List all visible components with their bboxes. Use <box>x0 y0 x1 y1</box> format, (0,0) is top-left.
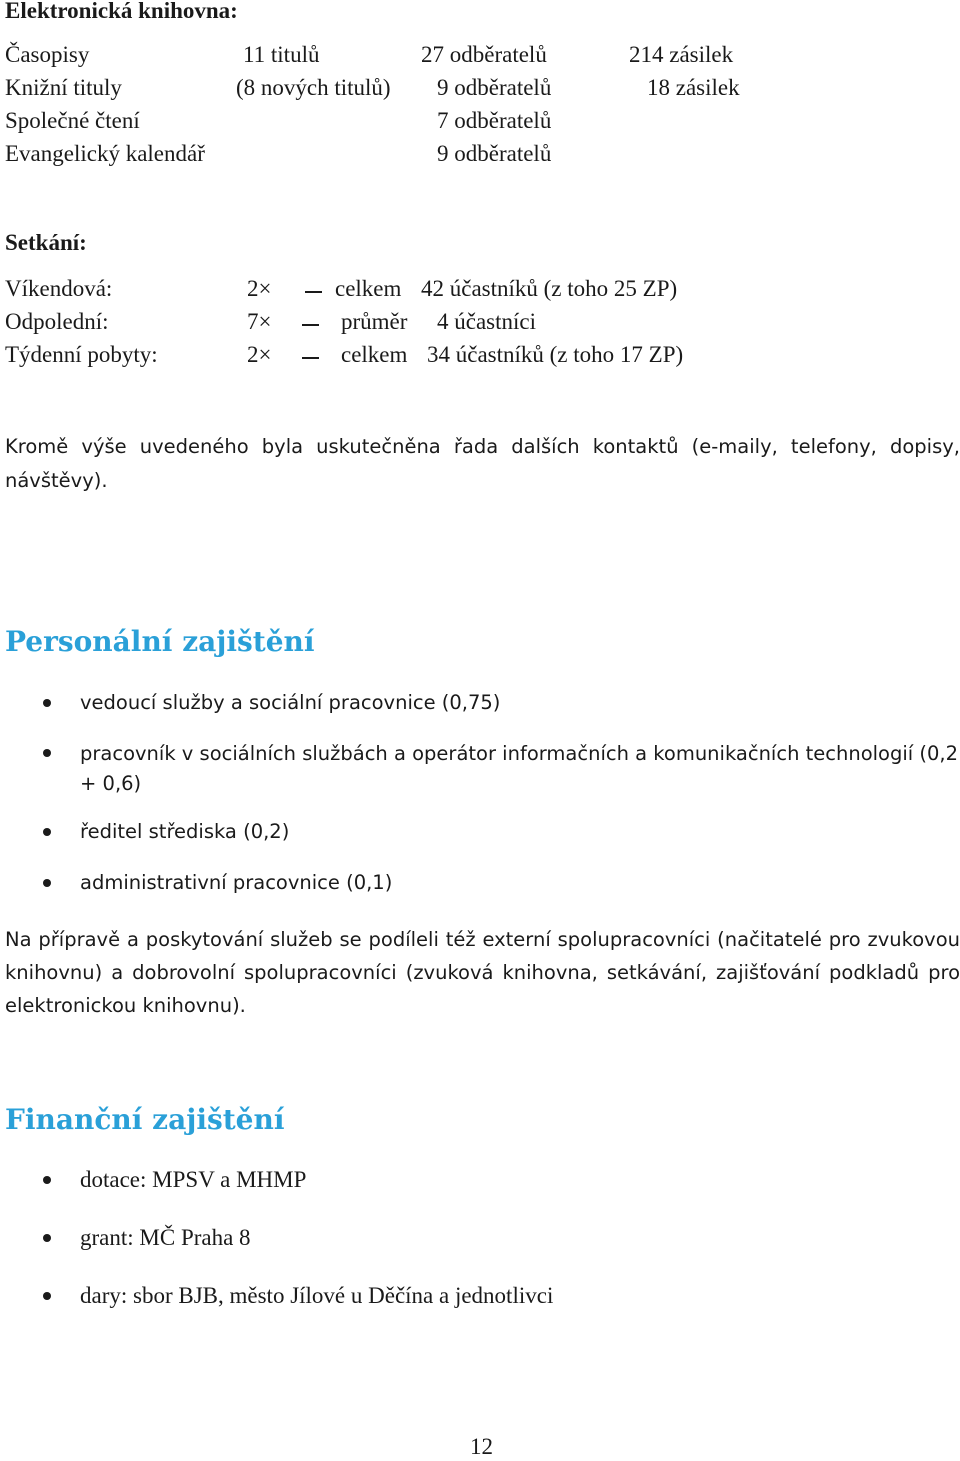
list-item-text: grant: MČ Praha 8 <box>80 1225 251 1250</box>
list-item-text: dary: sbor BJB, město Jílové u Děčína a jednotlivci <box>80 1283 554 1308</box>
bullet-icon <box>43 699 51 707</box>
personnel-paragraph: Na přípravě a poskytování služeb se podíleli též externí spolupracovníci (načitatelé pro zvukovou knihovnu) a dobrovolní spolupracovníci (zvuková knihovna, setkávání, zajišťování podkladů pro elektronickou knihovnu). <box>5 928 960 1017</box>
library-row-subscribers: 27 odběratelů <box>421 42 547 67</box>
bullet-icon <box>43 1292 51 1300</box>
library-row-titles: 11 titulů <box>243 42 320 67</box>
library-row-subscribers: 9 odběratelů <box>437 141 552 166</box>
meeting-row-detail: 4 účastníci <box>437 309 536 334</box>
meeting-row-count: 7× <box>247 309 272 334</box>
library-title: Elektronická knihovna: <box>5 0 238 23</box>
dash-separator <box>305 291 322 293</box>
dash-separator <box>302 324 319 326</box>
meeting-row-kind: průměr <box>341 309 408 334</box>
meeting-row-detail: 34 účastníků (z toho 17 ZP) <box>427 342 684 367</box>
bullet-icon <box>43 1176 51 1184</box>
meeting-row-kind: celkem <box>341 342 408 367</box>
finance-heading: Finanční zajištění <box>5 1103 285 1136</box>
bullet-icon <box>43 749 51 757</box>
personnel-heading: Personální zajištění <box>5 625 315 658</box>
library-row-name: Evangelický kalendář <box>5 141 205 166</box>
bullet-icon <box>43 879 51 887</box>
meetings-title: Setkání: <box>5 230 87 255</box>
library-row-shipments: 214 zásilek <box>629 42 734 67</box>
meeting-row-kind: celkem <box>335 276 402 301</box>
library-row-subscribers: 7 odběratelů <box>437 108 552 133</box>
library-row-name: Časopisy <box>5 42 90 67</box>
dash-separator <box>302 357 319 359</box>
list-item-text: pracovník v sociálních službách a operátor informačních a komunikačních technologií (0,2 + 0,6) <box>80 742 959 795</box>
list-item-text: dotace: MPSV a MHMP <box>80 1167 307 1192</box>
bullet-icon <box>43 828 51 836</box>
meeting-row-count: 2× <box>247 342 272 367</box>
page-number: 12 <box>470 1434 493 1459</box>
meeting-row-name: Víkendová: <box>5 276 113 301</box>
list-item-text: ředitel střediska (0,2) <box>80 820 290 843</box>
bullet-icon <box>43 1234 51 1242</box>
list-item-text: vedoucí služby a sociální pracovnice (0,75) <box>80 691 501 714</box>
meeting-row-detail: 42 účastníků (z toho 25 ZP) <box>421 276 678 301</box>
list-item-text: administrativní pracovnice (0,1) <box>80 871 393 894</box>
meeting-row-name: Týdenní pobyty: <box>5 342 158 367</box>
library-row-titles: (8 nových titulů) <box>236 75 391 100</box>
library-row-name: Společné čtení <box>5 108 140 133</box>
meeting-row-name: Odpolední: <box>5 309 109 334</box>
library-row-shipments: 18 zásilek <box>647 75 740 100</box>
library-row-subscribers: 9 odběratelů <box>437 75 552 100</box>
library-row-name: Knižní tituly <box>5 75 122 100</box>
contacts-paragraph: Kromě výše uvedeného byla uskutečněna řada dalších kontaktů (e-maily, telefony, dopisy, návštěvy). <box>5 435 960 492</box>
meeting-row-count: 2× <box>247 276 272 301</box>
